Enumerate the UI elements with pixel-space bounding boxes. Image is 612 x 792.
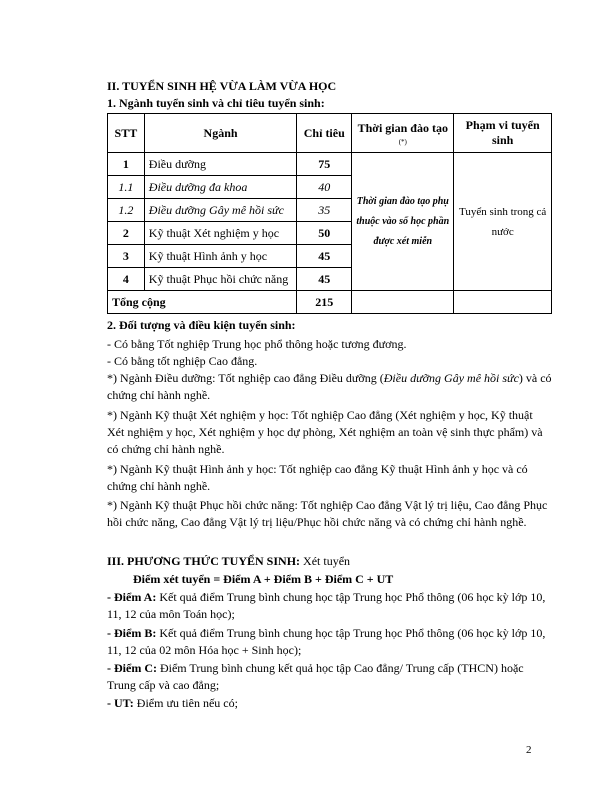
row-major: Điều dưỡng đa khoa	[144, 176, 297, 199]
row-major: Kỹ thuật Hình ảnh y học	[144, 245, 297, 268]
row-stt: 1.2	[108, 199, 145, 222]
row-major: Điều dưỡng	[144, 153, 297, 176]
section-title: II. TUYỂN SINH HỆ VỪA LÀM VỪA HỌC	[107, 79, 337, 93]
condition-line: - Có bằng Tốt nghiệp Trung học phổ thông hoặc tương đương.	[107, 337, 407, 351]
score-item	[107, 589, 552, 623]
section3-title-rest: Xét tuyển	[300, 554, 351, 568]
scope-cell: Tuyển sinh trong cả nước	[454, 153, 552, 291]
score-text: Điểm ưu tiên nếu có;	[133, 696, 238, 710]
row-quota: 45	[297, 245, 352, 268]
row-stt: 3	[108, 245, 145, 268]
row-quota: 50	[297, 222, 352, 245]
score-label: - Điểm A:	[107, 590, 157, 604]
row-stt: 4	[108, 268, 145, 291]
total-row	[108, 291, 552, 314]
score-text: Kết quả điểm Trung bình chung học tập Trung học Phổ thông (06 học kỳ lớp 10, 11, 12 của môn Toán học);	[107, 590, 546, 621]
row-quota: 40	[297, 176, 352, 199]
condition-lab: *) Ngành Kỹ thuật Xét nghiệm y học: Tốt nghiệp Cao đẳng (Xét nghiệm y học, Kỹ thuật Xét nghiệm y học, Xét nghiệm y học dự phòng, Xét nghiệm an toàn vệ sinh thực phẩm) và có chứng chỉ hành nghề.	[107, 408, 543, 456]
header-scope: Phạm vi tuyển sinh	[454, 114, 552, 153]
admission-formula: Điểm xét tuyển = Điểm A + Điểm B + Điểm C + UT	[133, 572, 394, 586]
admission-table	[107, 113, 552, 314]
condition-nursing-tail: ) và có chứng chỉ hành nghề.	[107, 371, 552, 402]
condition-nursing-text: *) Ngành Điều dưỡng: Tốt nghiệp cao đẳng Điều dưỡng (	[107, 371, 384, 385]
score-item	[107, 625, 552, 659]
header-duration-note: (*)	[398, 137, 407, 146]
total-value: 215	[297, 291, 352, 314]
condition-nursing-italic: Điều dưỡng Gây mê hồi sức	[383, 371, 519, 385]
score-item	[107, 695, 552, 712]
page-number: 2	[526, 744, 532, 756]
row-quota: 75	[297, 153, 352, 176]
score-label: - Điểm B:	[107, 626, 157, 640]
header-major: Ngành	[144, 114, 297, 153]
score-label: - UT:	[107, 696, 134, 710]
score-item	[107, 660, 552, 694]
header-duration	[352, 114, 454, 153]
condition-nursing	[107, 370, 552, 404]
total-empty-duration	[352, 291, 454, 314]
header-stt: STT	[108, 114, 145, 153]
row-major: Điều dưỡng Gây mê hồi sức	[144, 199, 297, 222]
header-duration-label: Thời gian đào tạo	[357, 120, 448, 135]
row-stt: 1	[108, 153, 145, 176]
subsection-title: 2. Đối tượng và điều kiện tuyển sinh:	[107, 318, 296, 332]
row-major: Kỹ thuật Phục hồi chức năng	[144, 268, 297, 291]
row-quota: 35	[297, 199, 352, 222]
table-header-row	[108, 114, 552, 153]
row-stt: 1.1	[108, 176, 145, 199]
row-major: Kỹ thuật Xét nghiệm y học	[144, 222, 297, 245]
condition-rehab: *) Ngành Kỹ thuật Phục hồi chức năng: Tốt nghiệp Cao đẳng Vật lý trị liệu, Cao đẳng Phục hồi chức năng, Cao đẳng Vật lý trị liệu/Phục hồi chức năng và có chứng chỉ hành nghề.	[107, 498, 548, 529]
header-quota: Chỉ tiêu	[297, 114, 352, 153]
table-row	[108, 153, 552, 176]
section3-title-bold: III. PHƯƠNG THỨC TUYỂN SINH:	[107, 554, 301, 568]
score-label: - Điểm C:	[107, 661, 157, 675]
score-text: Kết quả điểm Trung bình chung học tập Trung học Phổ thông (06 học kỳ lớp 10, 11, 12 của 02 môn Hóa học + Sinh học);	[107, 626, 546, 657]
condition-line: - Có bằng tốt nghiệp Cao đẳng.	[107, 354, 258, 368]
total-empty-scope	[454, 291, 552, 314]
total-label: Tổng cộng	[108, 291, 297, 314]
row-quota: 45	[297, 268, 352, 291]
subsection-title: 1. Ngành tuyển sinh và chỉ tiêu tuyển sinh:	[107, 96, 325, 110]
duration-cell: Thời gian đào tạo phụ thuộc vào số học phần được xét miễn	[352, 153, 454, 291]
section3-title	[107, 553, 552, 570]
condition-imaging: *) Ngành Kỹ thuật Hình ảnh y học: Tốt nghiệp cao đẳng Kỹ thuật Hình ảnh y học và có chứng chỉ hành nghề.	[107, 462, 528, 493]
score-text: Điểm Trung bình chung kết quả học tập Cao đẳng/ Trung cấp (THCN) hoặc Trung cấp và cao đẳng;	[107, 661, 524, 692]
row-stt: 2	[108, 222, 145, 245]
